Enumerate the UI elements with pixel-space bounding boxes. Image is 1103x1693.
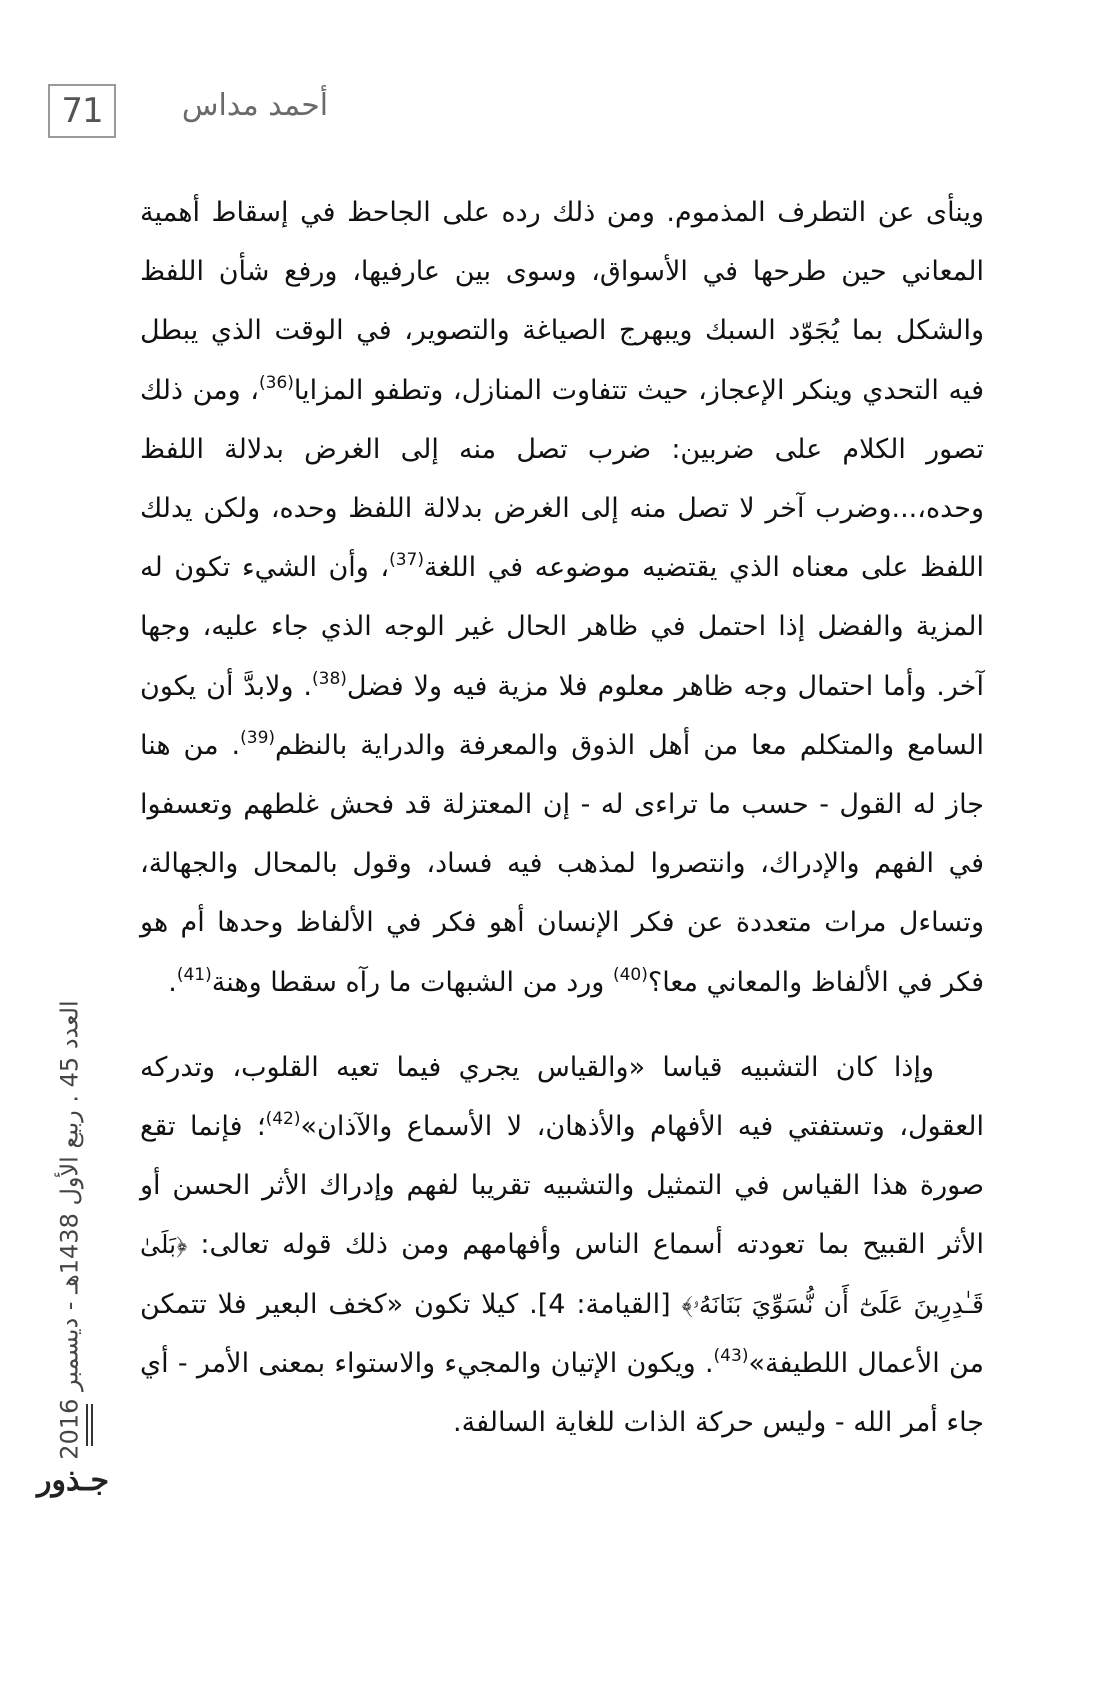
running-header-author: أحمد مداس (181, 88, 329, 123)
footnote-ref-37: (37) (389, 550, 424, 571)
issue-info-text: العدد 45 . ربيع الأول 1438هـ - ديسمبر 2016 (56, 1000, 84, 1460)
text-run: . (168, 966, 177, 998)
article-body (140, 183, 984, 1452)
page-number: 71 (48, 84, 116, 138)
quran-verse: ﴿بَلَىٰ قَـٰدِرِينَ عَلَىٰٓ أَن نُّسَوِّيَ بَنَانَهُۥ﴾ (140, 1230, 985, 1319)
text-run: ورد من الشبهات ما رآه سقطا وهنة (211, 966, 613, 998)
footnote-ref-40: (40) (612, 964, 648, 985)
footnote-ref-38: (38) (311, 668, 347, 689)
paragraph-1 (140, 183, 984, 1012)
text-run: . من هنا جاز له القول - حسب ما تراءى له - إن المعتزلة قد فحش غلطهم وتعسفوا في الفهم والإدراك، وانتصروا لمذهب فيه فساد، وقول بالمحال والجهالة، وتساءل مرات متعددة عن فكر الإنسان أهو فكر في الألفاظ وحدها أم هو فكر في الألفاظ والمعاني معا؟ (140, 729, 984, 998)
footnote-ref-42: (42) (265, 1109, 301, 1130)
paragraph-2 (140, 1038, 984, 1452)
journal-logo: جـذور (36, 1462, 110, 1498)
text-run: وينأى عن التطرف المذموم. ومن ذلك رده على الجاحظ في إسقاط أهمية المعاني حين طرحها في الأسواق، وسوى بين عارفيها، ورفع شأن اللفظ والشكل بما يُجَوّد السبك ويبهرج الصياغة والتصوير، في الوقت الذي يبطل فيه التحدي وينكر الإعجاز، حيث تتفاوت المنازل، وتطفو المزايا (140, 197, 984, 406)
footnote-ref-36: (36) (258, 372, 294, 393)
issue-info-vertical (44, 1000, 96, 1460)
footnote-ref-41: (41) (176, 964, 212, 985)
text-run: وإذا كان التشبيه قياسا «والقياس يجري فيما تعيه القلوب، وتدركه العقول، وتستفتي فيه الأفهام والأذهان، لا الأسماع والآذان» (140, 1051, 984, 1143)
footnote-ref-39: (39) (240, 727, 276, 748)
side-divider (86, 1404, 88, 1446)
text-run: . ويكون الإتيان والمجيء والاستواء بمعنى الأمر - أي جاء أمر الله - وليس حركة الذات للغاية السالفة. (140, 1347, 984, 1439)
text-run: . ولابدَّ أن يكون السامع والمتكلم معا من أهل الذوق والمعرفة والدراية بالنظم (140, 670, 984, 761)
footnote-ref-43: (43) (713, 1345, 749, 1366)
side-divider (91, 1404, 93, 1446)
text-run: ، ومن ذلك تصور الكلام على ضربين: ضرب تصل منه إلى الغرض بدلالة اللفظ وحده،...وضرب آخر لا تصل منه إلى الغرض بدلالة اللفظ وحده، ولكن يدلك اللفظ على معناه الذي يقتضيه موضوعه في اللغة (140, 374, 984, 584)
text-run: ، وأن الشيء تكون له المزية والفضل إذا احتمل في ظاهر الحال غير الوجه الذي جاء عليه، وجها آخر. وأما احتمال وجه ظاهر معلوم فلا مزية فيه ولا فضل (140, 552, 984, 702)
text-run: ؛ فإنما تقع صورة هذا القياس في التمثيل والتشبيه تقريبا لفهم وإدراك الأثر الحسن أو الأثر القبيح بما تعودته أسماع الناس وأفهامهم ومن ذلك قوله تعالى: (140, 1111, 984, 1261)
text-run: [القيامة: 4]. كيلا تكون «كخف البعير فلا تتمكن من الأعمال اللطيفة» (140, 1288, 984, 1379)
